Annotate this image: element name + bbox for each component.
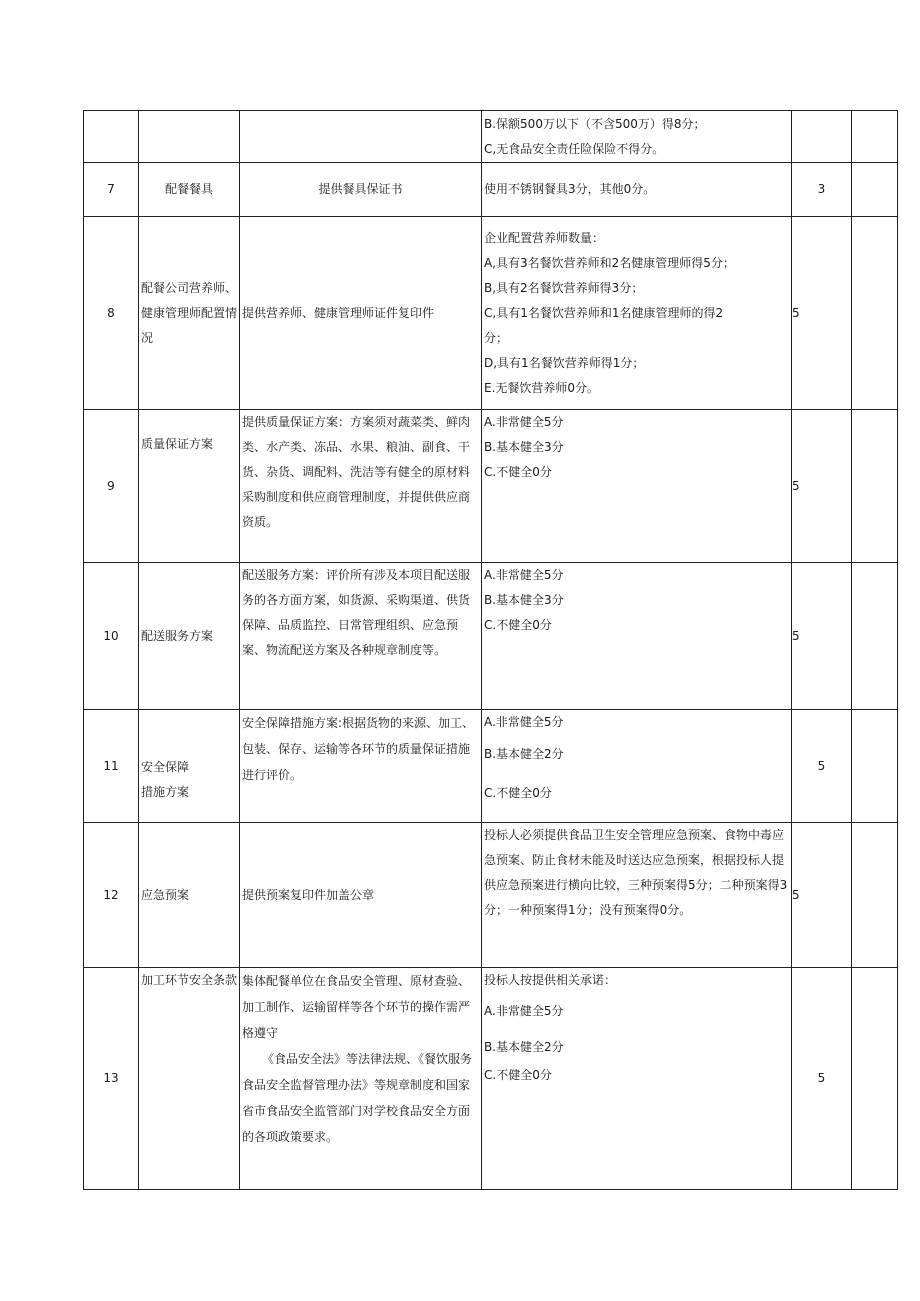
row-requirement: 提供营养师、健康管理师证件复印件 — [240, 217, 482, 410]
table-row — [84, 710, 898, 823]
criteria-line: A,具有3名餐饮营养师和2名健康管理师得5分； — [484, 255, 735, 270]
row-number: 13 — [84, 968, 139, 1190]
criteria-line: B.基本健全2分 — [484, 1040, 564, 1054]
row-score — [792, 111, 852, 163]
row-criteria: 投标人必须提供食品卫生安全管理应急预案、食物中毒应急预案、防止食材未能及时送达应急预案，根据投标人提供应急预案进行横向比较，三种预案得5分；二种预案得3分；一种预案得1分；没有预案得0分。 — [482, 823, 792, 968]
table-row — [84, 410, 898, 563]
criteria-line: B.基本健全3分 — [484, 593, 564, 607]
row-remark — [852, 968, 898, 1190]
row-score: 5 — [792, 823, 852, 968]
row-number — [84, 111, 139, 163]
row-item — [139, 710, 240, 823]
row-remark — [852, 111, 898, 163]
criteria-line: C,无食品安全责任险保险不得分。 — [484, 141, 665, 156]
row-criteria — [482, 968, 792, 1190]
row-criteria — [482, 111, 792, 163]
criteria-line: C.不健全0分 — [484, 618, 552, 632]
row-remark — [852, 410, 898, 563]
criteria-line: C.不健全0分 — [484, 786, 552, 800]
table-row — [84, 217, 898, 410]
criteria-line: C.不健全0分 — [484, 465, 552, 479]
criteria-line: B.基本健全2分 — [484, 747, 564, 761]
row-number: 9 — [84, 410, 139, 563]
row-remark — [852, 563, 898, 710]
criteria-line: A.非常健全5分 — [484, 715, 564, 729]
criteria-line: B.保额500万以下（不含500万）得8分； — [484, 116, 706, 131]
row-criteria — [482, 563, 792, 710]
item-line: 措施方案 — [141, 785, 190, 799]
criteria-line: A.非常健全5分 — [484, 568, 564, 582]
requirement-text: 《食品安全法》等法律法规、《餐饮服务食品安全监督管理办法》等规章制度和国家省市食品安全监管部门对学校食品安全方面的各项政策要求。 — [242, 1052, 473, 1144]
row-item: 配餐餐具 — [139, 163, 240, 217]
criteria-line: 投标人按提供相关承诺： — [484, 973, 617, 987]
item-line: 安全保障 — [141, 760, 190, 774]
row-requirement: 配送服务方案：评价所有涉及本项目配送服务的各方面方案，如货源、采购渠道、供货保障、品质监控、日常管理组织、应急预案、物流配送方案及各种规章制度等。 — [240, 563, 482, 710]
row-number: 12 — [84, 823, 139, 968]
criteria-line: E.无餐饮营养师0分。 — [484, 380, 600, 395]
scoring-table — [83, 110, 898, 1190]
row-criteria — [482, 217, 792, 410]
table-row — [84, 823, 898, 968]
criteria-line: 企业配置营养师数量： — [484, 230, 605, 245]
criteria-line: A.非常健全5分 — [484, 415, 564, 429]
criteria-line: 使用不锈钢餐具3分，其他0分。 — [484, 182, 656, 196]
criteria-line: C,具有1名餐饮营养师和1名健康管理师的得2 — [484, 305, 724, 320]
row-score: 3 — [792, 163, 852, 217]
row-requirement: 提供预案复印件加盖公章 — [240, 823, 482, 968]
row-requirement — [240, 111, 482, 163]
row-remark — [852, 710, 898, 823]
row-requirement: 提供质量保证方案：方案须对蔬菜类、鲜肉类、水产类、冻品、水果、粮油、副食、干货、杂货、调配料、洗洁等有健全的原材料采购制度和供应商管理制度，并提供供应商资质。 — [240, 410, 482, 563]
row-score: 5 — [792, 968, 852, 1190]
row-number: 11 — [84, 710, 139, 823]
row-item — [139, 111, 240, 163]
criteria-line: 分； — [484, 330, 509, 345]
row-item: 应急预案 — [139, 823, 240, 968]
table-row — [84, 163, 898, 217]
row-score: 5 — [792, 563, 852, 710]
row-remark — [852, 217, 898, 410]
row-number: 10 — [84, 563, 139, 710]
criteria-line: B,具有2名餐饮营养师得3分； — [484, 280, 644, 295]
criteria-line: D,具有1名餐饮营养师得1分； — [484, 355, 645, 370]
row-item: 配餐公司营养师、健康管理师配置情况 — [139, 217, 240, 410]
row-number: 8 — [84, 217, 139, 410]
table-row — [84, 968, 898, 1190]
row-score: 5 — [792, 410, 852, 563]
row-score: 5 — [792, 217, 852, 410]
row-remark — [852, 163, 898, 217]
table-row — [84, 111, 898, 163]
row-criteria — [482, 710, 792, 823]
row-requirement: 提供餐具保证书 — [240, 163, 482, 217]
requirement-text: 集体配餐单位在食品安全管理、原材查验、加工制作、运输留样等各个环节的操作需严格遵守 — [242, 974, 471, 1040]
row-requirement — [240, 968, 482, 1190]
criteria-line: B.基本健全3分 — [484, 440, 564, 454]
row-item: 质量保证方案 — [139, 410, 240, 563]
row-number: 7 — [84, 163, 139, 217]
row-score: 5 — [792, 710, 852, 823]
row-criteria — [482, 410, 792, 563]
row-remark — [852, 823, 898, 968]
row-item: 加工环节安全条款 — [139, 968, 240, 1190]
row-criteria — [482, 163, 792, 217]
row-item: 配送服务方案 — [139, 563, 240, 710]
criteria-line: C.不健全0分 — [484, 1068, 552, 1082]
criteria-line: A.非常健全5分 — [484, 1004, 564, 1018]
row-requirement: 安全保障措施方案:根据货物的来源、加工、包装、保存、运输等各环节的质量保证措施进行评价。 — [240, 710, 482, 823]
table-row — [84, 563, 898, 710]
